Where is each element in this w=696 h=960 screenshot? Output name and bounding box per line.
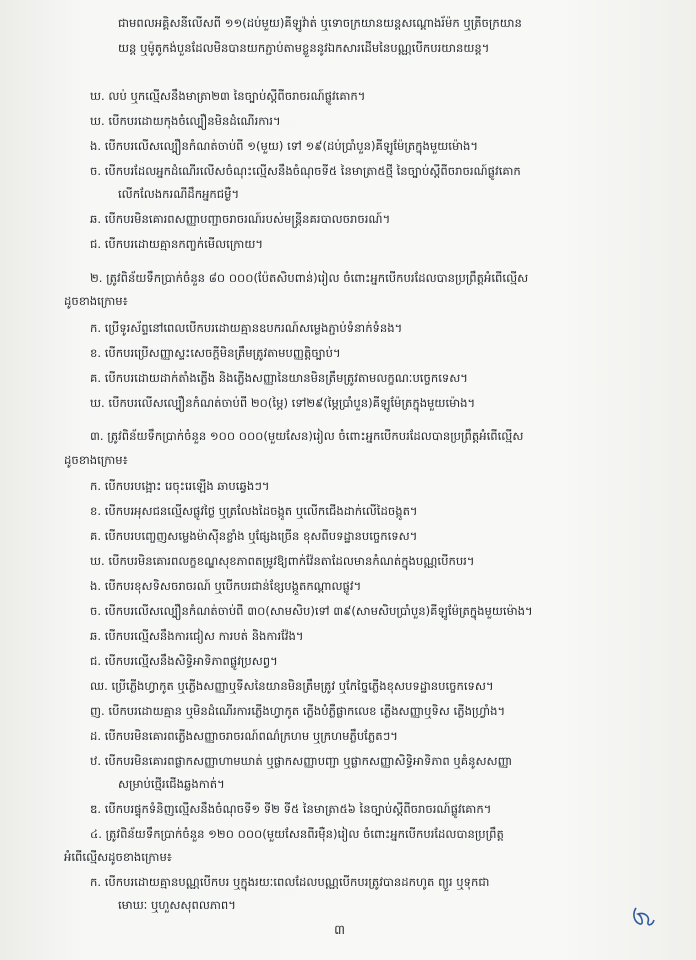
list-item: ញ. បើកបរដោយគ្មាន ឬមិនដំណើរការភ្លើងហ្វាកូត ភ្លើងបំភ្លឺផ្លាកលេខ ភ្លើងសញ្ញាឬទិស ភ្លើងហ្វ្រាំង។ [90,703,506,718]
list-item: ជ. បើកបរដោយគ្មានកញ្ចក់មើលក្រោយ។ [90,236,264,251]
list-item: ឆ. បើកបរមិនគោរពសញ្ញាបញ្ជាចរាចរណ៍របស់មន្ត្រីនគរបាលចរាចរណ៍។ [90,212,391,226]
list-item: ខ. បើកបរប្រើសញ្ញាស្ទះសេចក្តីមិនត្រឹមត្រូវតាមបញ្ញត្តិច្បាប់។ [90,345,341,360]
list-item: ឃ. លប់ ឬកល្មើសនឹងមាត្រា២៣ នៃច្បាប់ស្តីពីចរាចរណ៍ផ្លូវគោក។ [90,89,366,104]
list-item: ឆ. បើកបរល្មើសនឹងការជៀស ការបត់ និងការវ៉ែង។ [90,628,304,643]
text-line: ដូចខាងក្រោម៖ [64,452,128,467]
page-number: ៣ [334,923,346,938]
list-item: ឌ. បើកបរផ្ទុកទំនិញល្មើសនឹងចំណុចទី១ ទី២ ទី៥ នៃមាត្រា៥៦ នៃច្បាប់ស្តីពីចរាចរណ៍ផ្លូវគោក។ [90,801,492,816]
section-heading: ៣. ត្រូវពិន័យទឹកប្រាក់ចំនួន ១០០ ០០០(មួយសែន)រៀល ចំពោះអ្នកបើកបរដែលបានប្រព្រឹត្តអំពើល្មើស [90,429,524,444]
section-heading: ៤. ត្រូវពិន័យទឹកប្រាក់ចំនួន ១២០ ០០០(មួយសែនពីរម៉ឺន)រៀល ចំពោះអ្នកបើកបរដែលបានប្រព្រឹត្ត [90,826,504,841]
text-line: យន្ត ឬម៉ូតូកង់បួនដែលមិនបានយកភ្ជាប់តាមខ្លួននូវឯកសារដើមនៃបណ្ណបើកបរយានយន្ត។ [118,40,490,55]
list-item: ឃ. បើកបរដោយកុងចំល្បឿនមិនដំណើរការ។ [90,114,281,128]
text-line: មោឃៈ ឬហួសសុពលភាព។ [118,898,236,912]
section-heading: ២. ត្រូវពិន័យទឹកប្រាក់ចំនួន ៨០ ០០០(ប៉ែតសិបពាន់)រៀល ចំពោះអ្នកបើកបរដែលបានប្រព្រឹត្តអំពើល្មើស [90,270,529,285]
list-item: ច. បើកបរលើសល្បឿនកំណត់ចាប់ពី ៣០(សាមសិប)ទៅ ៣៩(សាមសិបប្រាំបួន)គីឡូម៉ែត្រក្នុងមួយម៉ោង។ [90,604,533,618]
list-item: ឈ. ប្រើភ្លើងហ្វាកូត ឬភ្លើងសញ្ញាឬទីសនៃយានមិនត្រឹមត្រូវ ឬកែច្នៃភ្លើងខុសបទដ្ឋានបច្ចេកទេស។ [90,678,494,693]
text-line: សម្រាប់ថ្មើរជើងឆ្លងកាត់។ [118,776,225,791]
list-item: ដ. បើកបរមិនគោរពភ្លើងសញ្ញាចរាចរណ៍ពណ៌ក្រហម ឬក្រហមភ្លឹបភ្លែតៗ។ [90,728,398,743]
list-item: ង. បើកបរលើសល្បឿនកំណត់ចាប់ពី ១(មួយ) ទៅ ១៩(ដប់ប្រាំបួន)គីឡូម៉ែត្រក្នុងមួយម៉ោង។ [90,138,479,153]
list-item: ក. ប្រើទូរស័ព្ទនៅពេលបើកបរដោយគ្មានឧបករណ៍សម្លេងភ្ជាប់ទំនាក់ទំនង។ [90,320,403,335]
text-line: ជាមពលអគ្គិសនីលើសពី ១១(ដប់មួយ)គីឡូវ៉ាត់ ឬទោចក្រយានយន្តសណ្តោងរ័ម៉ក ឬត្រីចក្រយាន [118,16,522,30]
text-line: ដូចខាងក្រោម៖ [64,293,128,308]
list-item: គ. បើកបរបញ្ចេញសម្លេងម៉ាស៊ីនខ្លាំង ឬផ្សែងច្រើន ខុសពីបទដ្ឋានបច្ចេកទេស។ [90,529,418,544]
list-item: ឋ. បើកបរមិនគោរពផ្លាកសញ្ញាហាមឃាត់ ឬផ្លាកសញ្ញាបញ្ជា ឬផ្លាកសញ្ញាសិទ្ធិអាទិភាព ឬគំនូសសញ្ញា [90,753,513,768]
list-item: ច. បើកបរដែលអ្នកដំណើរលើសចំណុះល្មើសនឹងចំណុចទី៥ នៃមាត្រា៥ថ្មី នៃច្បាប់ស្តីពីចរាចរណ៍ផ្លូវគោក [90,163,521,178]
list-item: គ. បើកបរដោយដាក់តាំងភ្លើង និងភ្លើងសញ្ញានៃយានមិនត្រឹមត្រូវតាមលក្ខណៈបច្ចេកទេស។ [90,370,468,385]
list-item: ឃ. បើកបរលើសល្បឿនកំណត់ចាប់ពី ២០(ម្ភៃ) ទៅ២៩(ម្ភៃប្រាំបួន)គីឡូម៉ែត្រក្នុងមួយម៉ោង។ [90,395,476,410]
list-item: ក. បើកបរបង្អោះ រេចុះរេឡើង ឆាបឆ្វេងៗ។ [90,479,270,494]
list-item: ជ. បើកបរល្មើសនឹងសិទ្ធិអាទិភាពផ្លូវប្រសព្វ។ [90,653,278,668]
text-line: អំពើល្មើសដូចខាងក្រោម៖ [64,849,172,864]
list-item: ឃ. បើកបរមិនគោរពលក្ខខណ្ឌសុខភាពតម្រូវឱ្យពាក់វ៉ែនតាដែលមានកំណត់ក្នុងបណ្ណបើកបរ។ [90,554,475,569]
handwritten-initial-icon [630,900,656,930]
list-item: ខ. បើកបរអុសជនល្មើសផ្លូវថ្លៃ ឬត្រលែងដៃចង្កូត ឬលើកជើងដាក់លើដៃចង្កូត។ [90,504,418,519]
list-item: ក. បើកបរដោយគ្មានបណ្ណបើកបរ ឬក្នុងរយៈពេលដែលបណ្ណបើកបរត្រូវបានដកហូត ព្យួរ ឬទុកជា [90,874,490,889]
text-line: លើកលែងករណីដឹកអ្នកជម្ងឺ។ [118,187,240,202]
list-item: ង. បើកបរខុសទិសចរាចរណ៍ ឬបើកបរជាន់ខ្សែបង្កួតកណ្តាលផ្លូវ។ [90,579,362,594]
